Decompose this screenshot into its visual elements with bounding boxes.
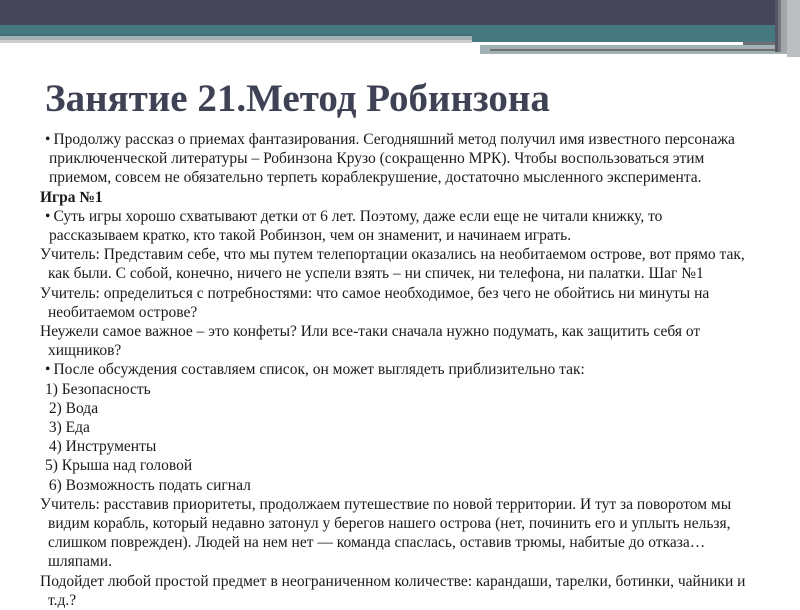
header-line-gray <box>490 49 800 51</box>
header-teal-extension <box>472 25 790 42</box>
list-item: 1) Безопасность <box>45 380 151 398</box>
header-bar-dark <box>0 0 775 25</box>
body-paragraph: Неужели самое важное – это конфеты? Или все-таки сначала нужно подумать, как защитить себя от хищников? <box>40 323 705 360</box>
body-paragraph: Подойдет любой простой предмет в неограниченном количестве: карандаши, тарелки, ботинки, чайники и т.д.? <box>40 572 750 609</box>
body-paragraph: Игра №1 <box>40 188 103 206</box>
list-item: 2) Вода <box>45 399 99 417</box>
header-line-pale <box>0 40 472 43</box>
body-paragraph: Учитель: расставив приоритеты, продолжаем путешествие по новой территории. И тут за поворотом мы видим корабль, который недавно затонул у берегов нашего острова (нет, починить его и уплыть нельзя, слишком поврежден). Людей на нем нет — команда спаслась, оставив трюмы, набитые до отказа… шляпами. <box>40 495 736 571</box>
paragraph-text: После обсуждения составляем список, он может выглядеть приблизительно так: <box>53 361 585 379</box>
bullet-marker: • <box>45 361 51 379</box>
bullet-marker: • <box>45 131 51 148</box>
paragraph-text: Продолжу рассказ о приемах фантазирования. Сегодняшний метод получил имя известного персонажа приключенческой литературы – Робинзона Крузо (сокращенно МРК). Чтобы воспользоваться этим приемом, совсем не обязательно терпеть кораблекрушение, достаточно мысленного эксперимента. <box>49 131 739 187</box>
paragraph-text: Суть игры хорошо схватывают детки от 6 лет. Поэтому, даже если еще не читали книжку, то рассказываем кратко, кто такой Робинзон, чем он знаменит, и начинаем играть. <box>49 207 667 245</box>
slide-body <box>40 130 750 610</box>
header-line-white <box>480 42 743 45</box>
body-paragraph: Учитель: определиться с потребностями: что самое необходимое, без чего не обойтись ни минуты на необитаемом острове? <box>40 284 714 321</box>
header-corner-stripe-4 <box>787 0 800 57</box>
list-item: 4) Инструменты <box>45 438 157 456</box>
body-paragraph <box>40 207 746 245</box>
slide-title: Занятие 21.Метод Робинзона <box>45 77 550 120</box>
list-item: 5) Крыша над головой <box>45 457 193 475</box>
list-item: 6) Возможность подать сигнал <box>45 476 251 494</box>
list-item: 3) Еда <box>45 419 90 437</box>
body-paragraph <box>40 360 746 379</box>
body-paragraph <box>40 130 746 188</box>
body-paragraph: Учитель: Представим себе, что мы путем телепортации оказались на необитаемом острове, вот прямо так, как были. С собой, конечно, ничего не успели взять – ни спичек, ни телефона, ни палатки. Шаг №1 <box>40 246 749 283</box>
bullet-marker: • <box>45 207 51 225</box>
